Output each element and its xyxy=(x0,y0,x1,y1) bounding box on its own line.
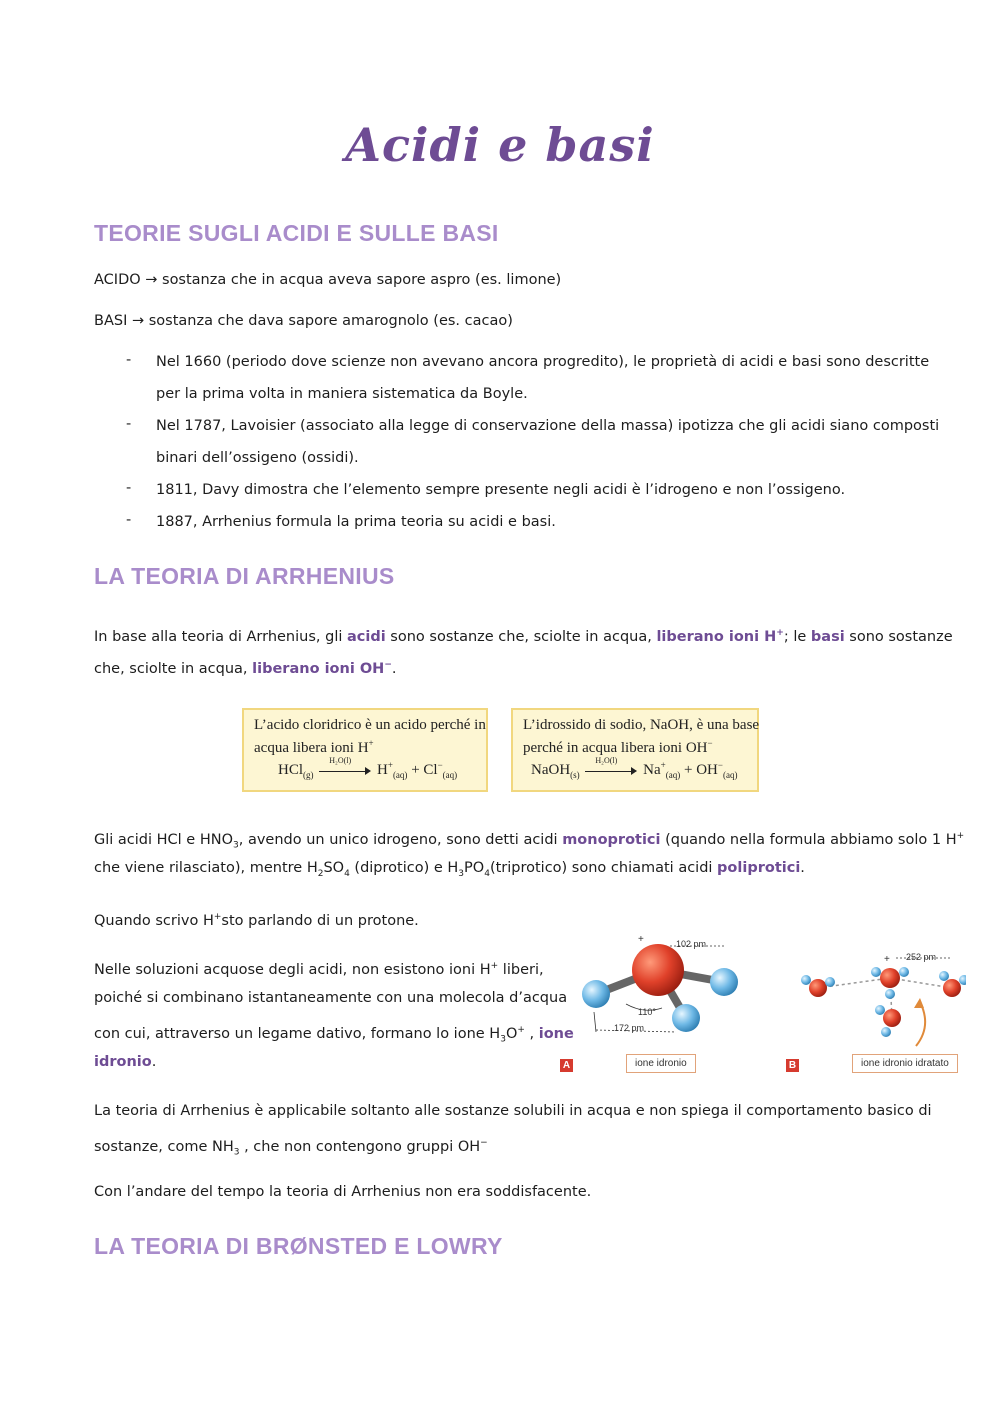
monoprotic-paragraph-line2: che viene rilasciato), mentre $H_2SO_4$ (diprotico) e $H_3PO_4(triprotico)$ sono chiamati acidi poliprotici. xyxy=(94,860,805,879)
reaction-arrow-icon: H₂O(l) xyxy=(585,766,637,776)
bullet-boyle-line1: Nel 1660 (periodo dove scienze non avevano ancora progredito), le proprietà di acidi e basi sono descritte xyxy=(156,354,930,370)
arrhenius-conclusion: Con l’andare del tempo la teoria di Arrhenius non era soddisfacente. xyxy=(94,1184,592,1200)
bullet-lavoisier-line2: binari dell’ossigeno (ossidi). xyxy=(156,450,359,466)
page-title: Acidi e basi xyxy=(345,118,655,172)
section-heading-bronsted-lowry: LA TEORIA DI BRØNSTED E LOWRY xyxy=(94,1233,503,1259)
base-equation: NaOH$_{(s)}$ H₂O(l) $Na^+_{(aq)} + OH^-_{(aq)}$ xyxy=(531,755,738,780)
monoprotic-paragraph-line1: Gli acidi HCl e $HNO_3$, avendo un unico idrogeno, sono detti acidi monoprotici (quando nella formula abbiamo solo 1 H+ xyxy=(94,831,965,851)
hydrated-hydronium-label: ione idronio idratato xyxy=(852,1054,958,1073)
arrhenius-paragraph-line1: In base alla teoria di Arrhenius, gli acidi sono sostanze che, sciolte in acqua, liberano ioni H+; le basi sono sostanze xyxy=(94,628,953,645)
acid-equation: HCl$_{(g)}$ H₂O(l) $H^+_{(aq)} + Cl^-_{(aq)}$ xyxy=(278,755,458,780)
hydronium-paragraph-line2: poiché si combinano istantaneamente con una molecola d’acqua xyxy=(94,990,568,1006)
hydronium-paragraph-line1: Nelle soluzioni acquose degli acidi, non esistono ioni H+ liberi, xyxy=(94,961,544,978)
bullet-dash: - xyxy=(126,480,132,496)
svg-text:+: + xyxy=(884,954,890,965)
figure-label-b: B xyxy=(786,1059,799,1072)
section-heading-theories: TEORIE SUGLI ACIDI E SULLE BASI xyxy=(94,220,499,246)
bullet-boyle-line2: per la prima volta in maniera sistematica da Boyle. xyxy=(156,386,528,402)
figure-label-a: A xyxy=(560,1059,573,1072)
base-example-box: L’idrossido di sodio, NaOH, è una base perché in acqua libera ioni OH− NaOH$_{(s)}$ H₂O(l) $Na^+_{(aq)} + OH^-_{(aq)}$ xyxy=(511,708,759,792)
bond-angle-label: 110° xyxy=(638,1007,656,1017)
proton-note: Quando scrivo H+sto parlando di un protone. xyxy=(94,912,419,929)
arrhenius-paragraph-line2: che, sciolte in acqua, liberano ioni OH−. xyxy=(94,660,397,677)
section-heading-arrhenius: LA TEORIA DI ARRHENIUS xyxy=(94,563,395,589)
hydronium-paragraph-line3: con cui, attraverso un legame dativo, formano lo ione $H_3O^+$ , ione xyxy=(94,1025,574,1045)
bond-length-label: 252 pm xyxy=(906,952,937,962)
bond-length-label: 172 pm xyxy=(614,1023,645,1033)
hydronium-label: ione idronio xyxy=(626,1054,696,1073)
bullet-dash: - xyxy=(126,416,132,432)
acid-definition: ACIDO → sostanza che in acqua aveva sapore aspro (es. limone) xyxy=(94,272,562,288)
arrhenius-limits-line2: sostanze, come $NH_3$ , che non contengono gruppi OH− xyxy=(94,1138,488,1158)
hydronium-figure xyxy=(556,930,966,1078)
arrhenius-limits-line1: La teoria di Arrhenius è applicabile soltanto alle sostanze solubili in acqua e non spiega il comportamento basico di xyxy=(94,1103,932,1119)
reaction-arrow-icon: H₂O(l) xyxy=(319,766,371,776)
bullet-davy: 1811, Davy dimostra che l’elemento sempre presente negli acidi è l’idrogeno e non l’ossigeno. xyxy=(156,482,846,498)
bullet-dash: - xyxy=(126,352,132,368)
acid-example-box: L’acido cloridrico è un acido perché in acqua libera ioni H+ HCl$_{(g)}$ H₂O(l) $H^+_{(aq)} + Cl^-_{(aq)}$ xyxy=(242,708,488,792)
svg-text:+: + xyxy=(638,934,644,945)
bond-length-label: 102 pm xyxy=(676,939,707,949)
base-definition: BASI → sostanza che dava sapore amarognolo (es. cacao) xyxy=(94,313,513,329)
hydronium-paragraph-line4: idronio. xyxy=(94,1054,157,1070)
bullet-dash: - xyxy=(126,512,132,528)
bullet-lavoisier-line1: Nel 1787, Lavoisier (associato alla legge di conservazione della massa) ipotizza che gli acidi siano composti xyxy=(156,418,940,434)
bullet-arrhenius: 1887, Arrhenius formula la prima teoria su acidi e basi. xyxy=(156,514,556,530)
